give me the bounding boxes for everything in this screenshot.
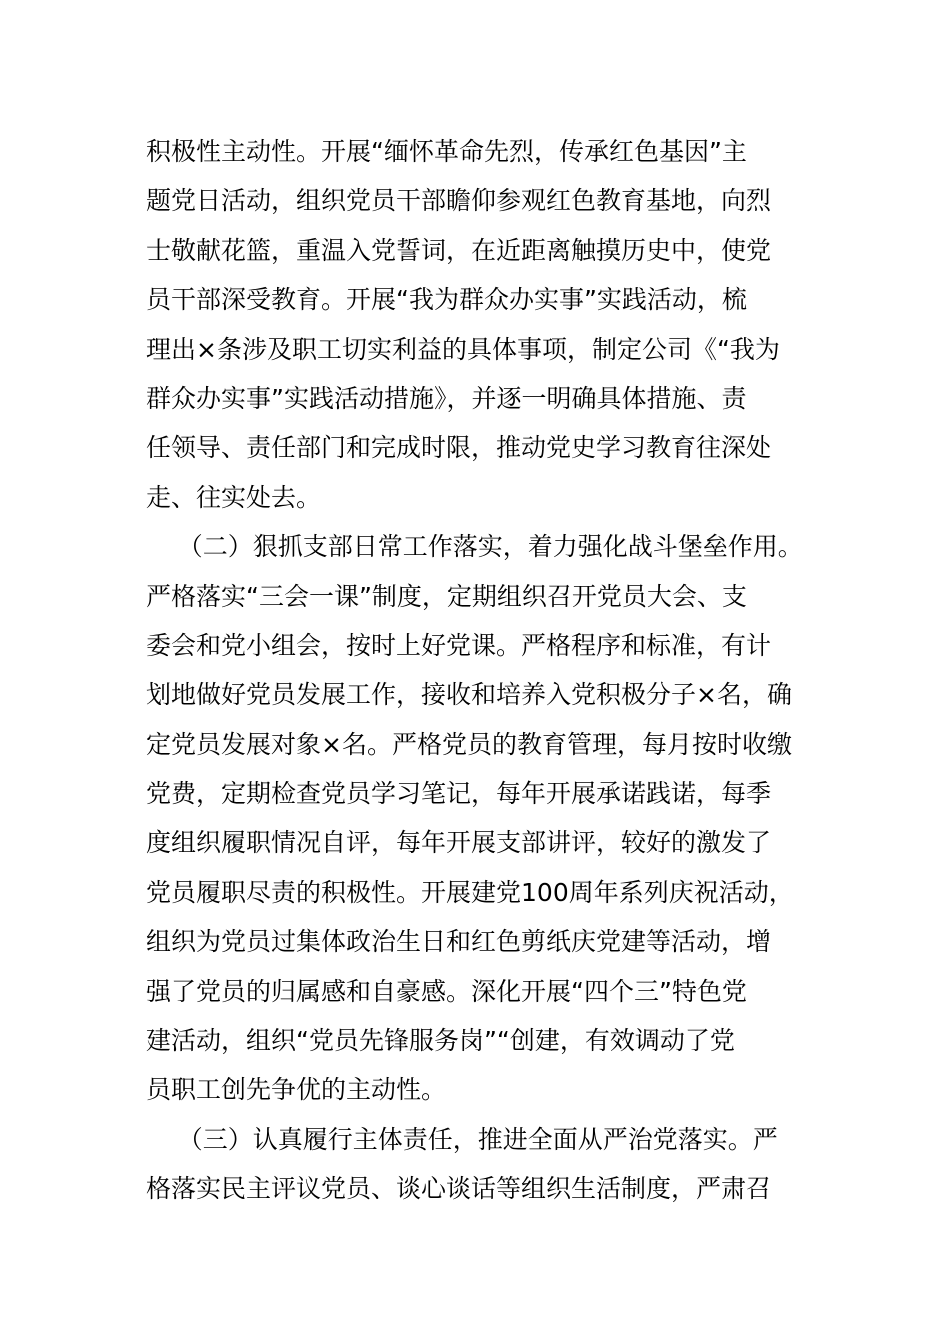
text-line: 党费，定期检查党员学习笔记，每年开展承诺践诺，每季 <box>146 779 772 809</box>
text-line: 走、往实处去。 <box>146 482 322 512</box>
text-line: 度组织履职情况自评，每年开展支部讲评，较好的激发了 <box>146 828 772 858</box>
text-line: 委会和党小组会，按时上好党课。严格程序和标准，有计 <box>146 630 772 660</box>
text-line: 严格落实“三会一课”制度，定期组织召开党员大会、支 <box>146 581 747 611</box>
text-line: 理出×条涉及职工切实利益的具体事项，制定公司《“我为 <box>146 334 780 364</box>
text-line: 组织为党员过集体政治生日和红色剪纸庆党建等活动，增 <box>146 927 772 957</box>
section-heading-3: （三）认真履行主体责任，推进全面从严治党落实。严 <box>146 1124 778 1154</box>
text-line: 强了党员的归属感和自豪感。深化开展“四个三”特色党 <box>146 976 747 1006</box>
text-line: 划地做好党员发展工作，接收和培养入党积极分子×名，确 <box>146 680 792 710</box>
text-line: 员干部深受教育。开展“我为群众办实事”实践活动，梳 <box>146 285 747 315</box>
text-line: 题党日活动，组织党员干部瞻仰参观红色教育基地，向烈 <box>146 186 772 216</box>
section-heading-2: （二）狠抓支部日常工作落实，着力强化战斗堡垒作用。 <box>146 532 803 562</box>
text-line: 任领导、责任部门和完成时限，推动党史学习教育往深处 <box>146 433 772 463</box>
text-line: 定党员发展对象×名。严格党员的教育管理，每月按时收缴 <box>146 729 792 759</box>
text-line: 格落实民主评议党员、谈心谈话等组织生活制度，严肃召 <box>146 1174 772 1204</box>
text-line: 建活动，组织“党员先锋服务岗”“创建，有效调动了党 <box>146 1026 735 1056</box>
text-line: 群众办实事”实践活动措施》，并逐一明确具体措施、责 <box>146 383 747 413</box>
text-line: 员职工创先争优的主动性。 <box>146 1075 447 1105</box>
text-line: 党员履职尽责的积极性。开展建党100周年系列庆祝活动， <box>146 877 794 907</box>
text-line: 士敬献花篮，重温入党誓词，在近距离触摸历史中，使党 <box>146 235 772 265</box>
body-text <box>146 127 836 1214</box>
text-line: 积极性主动性。开展“缅怀革命先烈，传承红色基因”主 <box>146 137 747 166</box>
